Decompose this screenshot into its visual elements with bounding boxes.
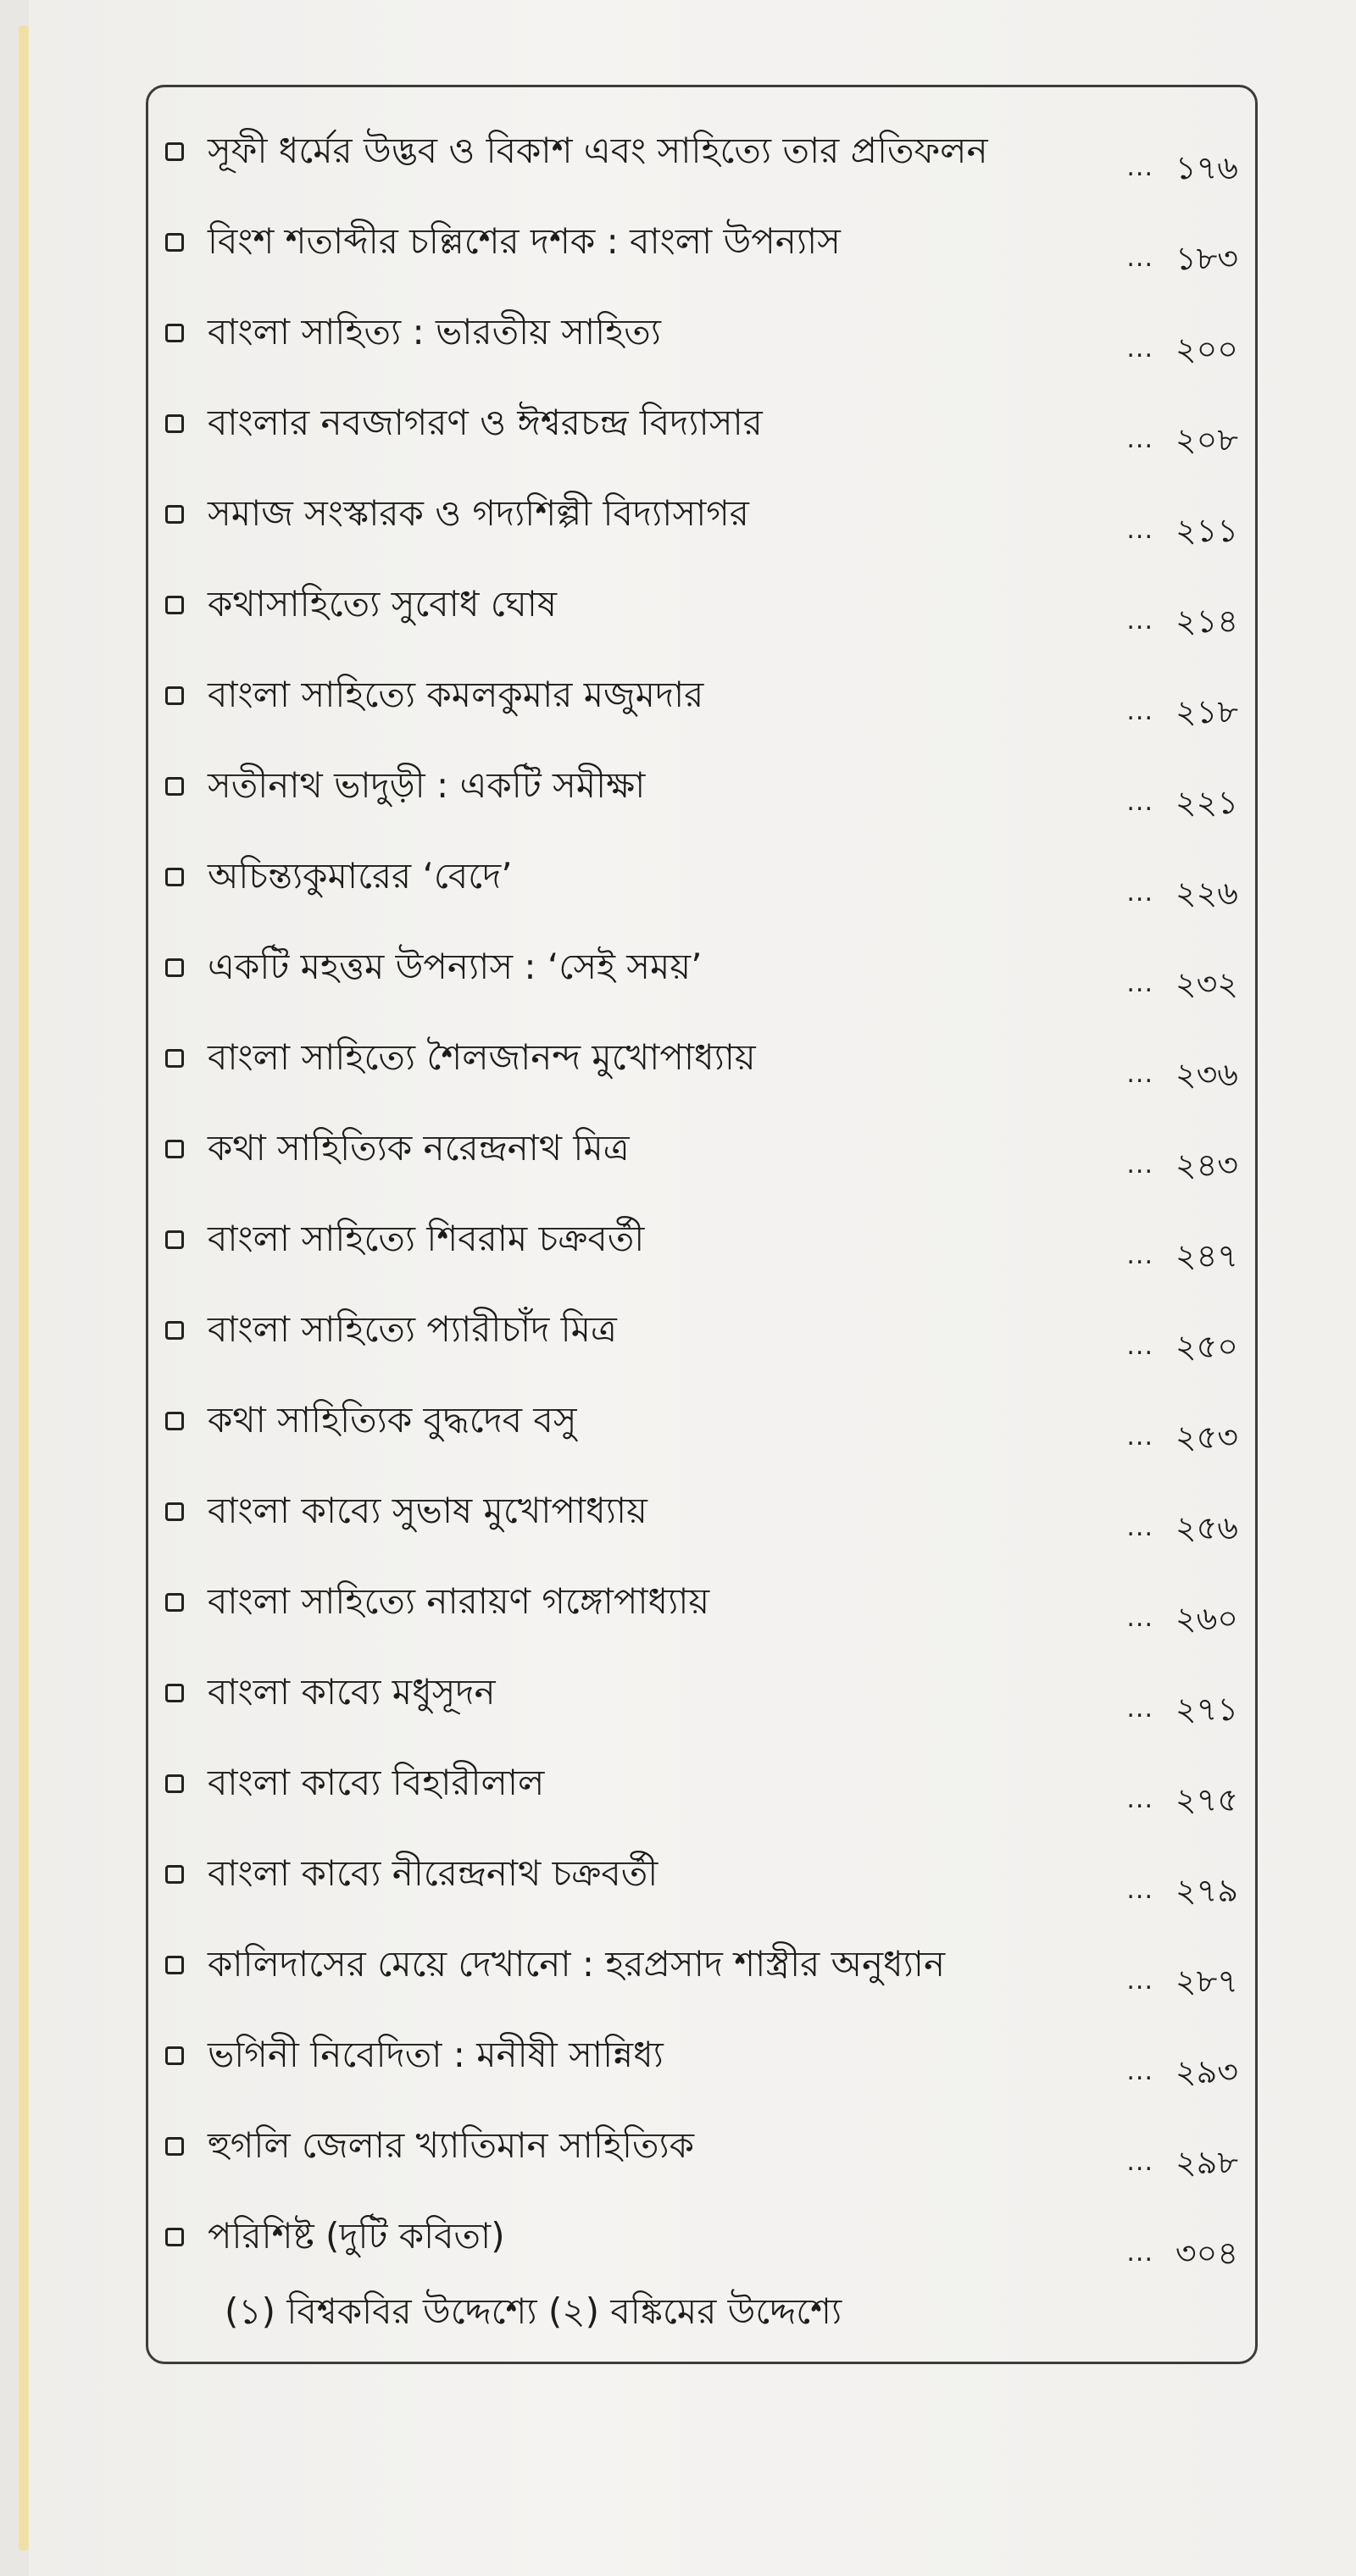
toc-entry-title: বাংলার নবজাগরণ ও ঈশ্বরচন্দ্র বিদ্যাসার [208, 402, 763, 443]
checkbox-bullet-icon [165, 414, 184, 433]
toc-entry-leader: ... [1126, 878, 1153, 908]
toc-entry-title: বাংলা সাহিত্যে প্যারীচাঁদ মিত্র [208, 1308, 617, 1350]
toc-entry-page-number: ২১৪ [1175, 602, 1238, 640]
checkbox-bullet-icon [165, 958, 184, 977]
toc-entry [148, 937, 1255, 1028]
checkbox-bullet-icon [165, 1774, 184, 1793]
toc-entry-page-number: ২০৮ [1175, 421, 1238, 458]
book-page [29, 0, 1356, 2576]
toc-entry-page-number: ২৫৬ [1175, 1509, 1238, 1546]
toc-entry-leader: ... [1126, 606, 1153, 636]
toc-entry [148, 121, 1255, 212]
checkbox-bullet-icon [165, 1956, 184, 1974]
toc-entry [148, 1209, 1255, 1300]
checkbox-bullet-icon [165, 596, 184, 614]
toc-entry-leader: ... [1126, 243, 1153, 273]
toc-entry [148, 575, 1255, 665]
toc-entry-page-number: ২১১ [1175, 512, 1238, 549]
toc-entry-leader: ... [1126, 2147, 1153, 2177]
toc-entry-page-number: ৩০৪ [1175, 2235, 1238, 2272]
toc-entry-title: বাংলা কাব্যে নীরেন্দ্রনাথ চক্রবর্তী [208, 1852, 659, 1894]
toc-entry-title: অচিন্ত্যকুমারের ‘বেদে’ [208, 855, 513, 897]
checkbox-bullet-icon [165, 1865, 184, 1884]
toc-entry-title: বাংলা সাহিত্যে কমলকুমার মজুমদার [208, 674, 704, 715]
toc-entry-page-number: ২৪৭ [1175, 1237, 1238, 1274]
toc-entry-page-number: ১৮৩ [1175, 240, 1238, 277]
toc-entry-leader: ... [1126, 1875, 1153, 1905]
checkbox-bullet-icon [165, 1593, 184, 1612]
toc-entry-title: বাংলা কাব্যে মধুসূদন [208, 1671, 496, 1713]
checkbox-bullet-icon [165, 505, 184, 524]
toc-entry-leader: ... [1126, 787, 1153, 817]
toc-entry-title: সতীনাথ ভাদুড়ী : একটি সমীক্ষা [208, 764, 646, 806]
toc-entry-leader: ... [1126, 1785, 1153, 1814]
toc-entry-page-number: ২৭৫ [1175, 1781, 1238, 1818]
toc-entry-title: বাংলা সাহিত্য : ভারতীয় সাহিত্য [208, 311, 661, 353]
toc-entry-leader: ... [1126, 1241, 1153, 1270]
toc-entry [148, 1300, 1255, 1391]
toc-entry [148, 303, 1255, 393]
toc-entry-page-number: ২৫৩ [1175, 1418, 1238, 1456]
checkbox-bullet-icon [165, 1049, 184, 1068]
toc-entry-leader: ... [1126, 1513, 1153, 1542]
toc-entry [148, 1481, 1255, 1572]
toc-entry [148, 1844, 1255, 1935]
page-edge-stripe [19, 25, 29, 2551]
checkbox-bullet-icon [165, 1502, 184, 1521]
toc-entry [148, 1935, 1255, 2025]
toc-entry [148, 665, 1255, 756]
toc-entry-title: কথা সাহিত্যিক নরেন্দ্রনাথ মিত্র [208, 1127, 630, 1169]
toc-entry-title: পরিশিষ্ট (দুটি কবিতা) [208, 2215, 505, 2257]
toc-list [148, 121, 1255, 2297]
toc-entry [148, 1663, 1255, 1753]
toc-entry [148, 2025, 1255, 2116]
toc-entry-leader: ... [1126, 1059, 1153, 1089]
toc-entry-page-number: ২৩২ [1175, 965, 1238, 1002]
checkbox-bullet-icon [165, 142, 184, 161]
toc-entry-title: বাংলা সাহিত্যে নারায়ণ গঙ্গোপাধ্যায় [208, 1580, 710, 1622]
toc-entry [148, 2116, 1255, 2207]
toc-entry [148, 212, 1255, 303]
toc-entry-leader: ... [1126, 1694, 1153, 1724]
toc-entry-leader: ... [1126, 1603, 1153, 1633]
toc-entry-leader: ... [1126, 697, 1153, 726]
toc-entry-leader: ... [1126, 1966, 1153, 1996]
toc-entry-page-number: ১৭৬ [1175, 149, 1238, 186]
checkbox-bullet-icon [165, 1684, 184, 1702]
toc-entry-leader: ... [1126, 1150, 1153, 1180]
toc-entry-page-number: ২৪৩ [1175, 1146, 1238, 1184]
toc-entry [148, 1753, 1255, 1844]
toc-entry [148, 1391, 1255, 1481]
checkbox-bullet-icon [165, 1140, 184, 1158]
toc-entry-page-number: ২২৬ [1175, 874, 1238, 912]
checkbox-bullet-icon [165, 2046, 184, 2065]
toc-entry-page-number: ২২১ [1175, 784, 1238, 821]
toc-entry-page-number: ২৬০ [1175, 1600, 1238, 1637]
toc-entry-page-number: ২৭১ [1175, 1690, 1238, 1728]
toc-entry-page-number: ২৯৩ [1175, 2053, 1238, 2090]
checkbox-bullet-icon [165, 777, 184, 796]
toc-entry-title: হুগলি জেলার খ্যাতিমান সাহিত্যিক [208, 2124, 695, 2166]
checkbox-bullet-icon [165, 868, 184, 886]
toc-entry [148, 393, 1255, 484]
toc-entry-leader: ... [1126, 515, 1153, 545]
toc-entry-page-number: ২৮৭ [1175, 1963, 1238, 2000]
checkbox-bullet-icon [165, 1412, 184, 1430]
toc-entry [148, 847, 1255, 937]
toc-entry-leader: ... [1126, 425, 1153, 454]
toc-entry-title: একটি মহত্তম উপন্যাস : ‘সেই সময়’ [208, 946, 703, 987]
checkbox-bullet-icon [165, 2228, 184, 2246]
toc-entry-title: কালিদাসের মেয়ে দেখানো : হরপ্রসাদ শাস্ত্রীর অনুধ্যান [208, 1943, 946, 1985]
toc-entry-page-number: ২৭৯ [1175, 1872, 1238, 1909]
toc-entry-title: কথা সাহিত্যিক বুদ্ধদেব বসু [208, 1399, 577, 1441]
toc-entry-title: বিংশ শতাব্দীর চল্লিশের দশক : বাংলা উপন্যাস [208, 220, 841, 262]
toc-entry-leader: ... [1126, 1422, 1153, 1452]
toc-entry-leader: ... [1126, 1331, 1153, 1361]
toc-entry [148, 1028, 1255, 1119]
toc-entry-page-number: ২৫০ [1175, 1328, 1238, 1365]
toc-entry-leader: ... [1126, 2238, 1153, 2268]
toc-entry-title: বাংলা সাহিত্যে শিবরাম চক্রবর্তী [208, 1218, 645, 1259]
toc-entry-title: বাংলা কাব্যে সুভাষ মুখোপাধ্যায় [208, 1490, 647, 1531]
toc-entry [148, 484, 1255, 575]
toc-entry [148, 756, 1255, 847]
toc-entry [148, 1119, 1255, 1209]
checkbox-bullet-icon [165, 324, 184, 342]
toc-entry-title: সমাজ সংস্কারক ও গদ্যশিল্পী বিদ্যাসাগর [208, 492, 749, 534]
toc-entry-leader: ... [1126, 969, 1153, 998]
checkbox-bullet-icon [165, 233, 184, 252]
table-of-contents [146, 85, 1258, 2364]
checkbox-bullet-icon [165, 1321, 184, 1340]
checkbox-bullet-icon [165, 1230, 184, 1249]
toc-entry-title: সূফী ধর্মের উদ্ভব ও বিকাশ এবং সাহিত্যে তার প্রতিফলন [208, 130, 988, 171]
toc-entry-leader: ... [1126, 153, 1153, 182]
toc-entry-title: বাংলা সাহিত্যে শৈলজানন্দ মুখোপাধ্যায় [208, 1036, 756, 1078]
toc-entry-title: বাংলা কাব্যে বিহারীলাল [208, 1762, 545, 1803]
toc-entry-leader: ... [1126, 334, 1153, 364]
appendix-subline: (১) বিশ্বকবির উদ্দেশ্যে (২) বঙ্কিমের উদ্দেশ্যে [225, 2290, 842, 2332]
toc-entry-title: ভগিনী নিবেদিতা : মনীষী সান্নিধ্য [208, 2034, 664, 2075]
checkbox-bullet-icon [165, 2137, 184, 2156]
toc-entry-leader: ... [1126, 2057, 1153, 2086]
checkbox-bullet-icon [165, 686, 184, 705]
toc-entry-page-number: ২৩৬ [1175, 1056, 1238, 1093]
toc-entry [148, 1572, 1255, 1663]
toc-entry-page-number: ২৯৮ [1175, 2144, 1238, 2181]
toc-entry-page-number: ২১৮ [1175, 693, 1238, 730]
toc-entry-title: কথাসাহিত্যে সুবোধ ঘোষ [208, 583, 558, 625]
toc-entry-page-number: ২০০ [1175, 330, 1238, 368]
